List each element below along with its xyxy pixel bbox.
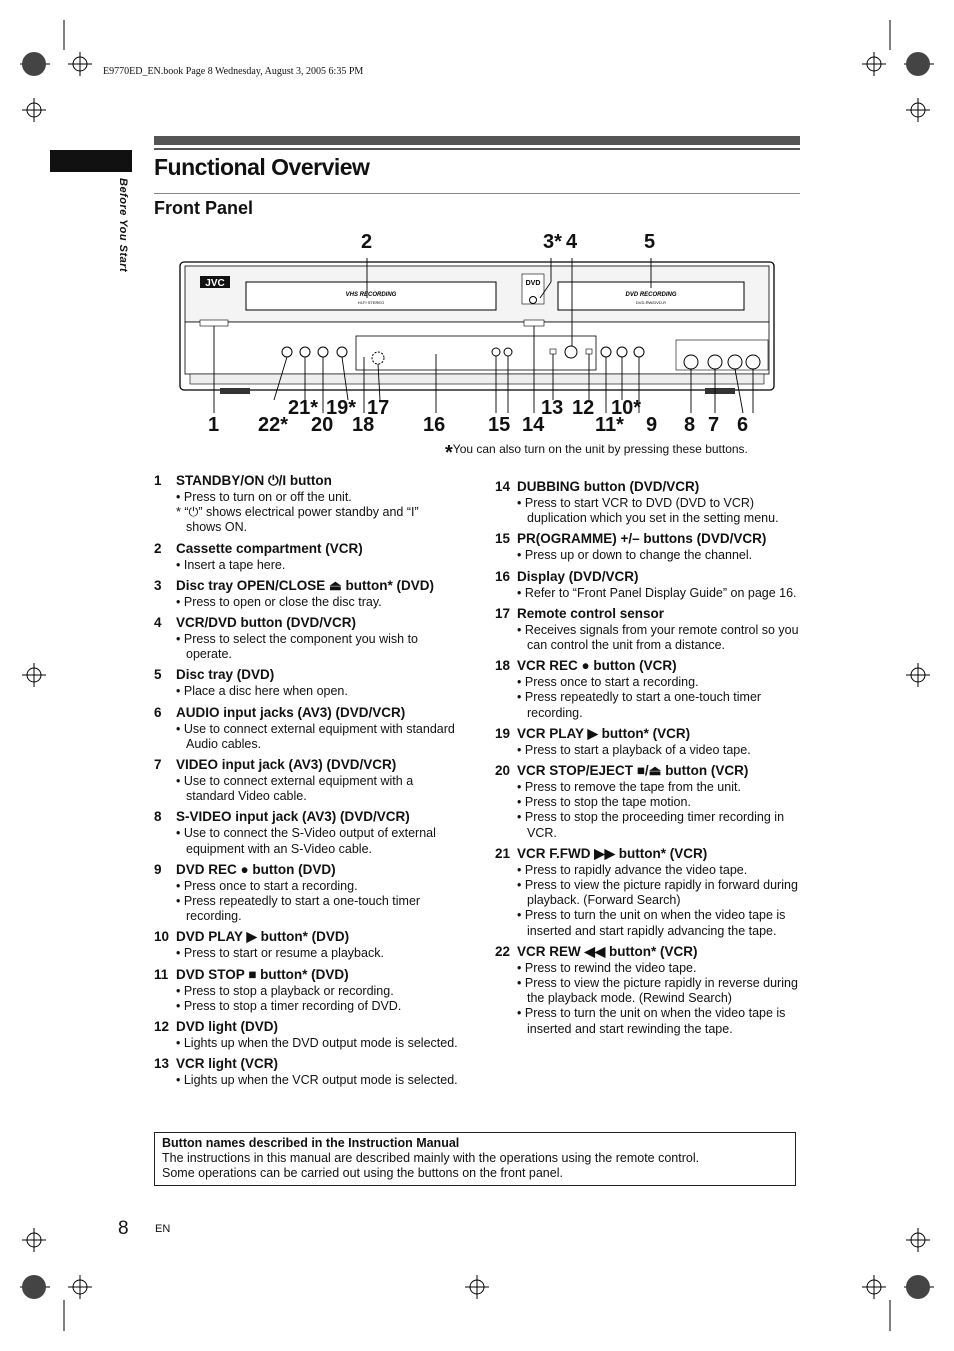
item-bullet: • Press repeatedly to start a one-touch timer recording. <box>176 894 459 924</box>
vhs-label: VHS RECORDING <box>345 292 397 298</box>
callout-5: 5 <box>644 231 656 253</box>
item-bullet: • Use to connect the S-Video output of external equipment with an S-Video cable. <box>176 826 459 856</box>
item-bullet: • Press once to start a recording. <box>517 675 800 690</box>
page-number: 8 <box>118 1218 129 1239</box>
item-title-text: VCR STOP/EJECT ■/⏏ button (VCR) <box>517 763 749 779</box>
item-title-text: DVD STOP ■ button* (DVD) <box>176 966 349 982</box>
sidebar-label: Before You Start <box>117 178 129 273</box>
dvd-label: DVD RECORDING <box>625 292 677 298</box>
description-item <box>495 762 800 841</box>
callout-14: 14 <box>522 414 545 436</box>
item-number: 13 <box>154 1056 170 1072</box>
item-bullet: • Press to rapidly advance the video tape. <box>517 863 800 878</box>
item-number: 9 <box>154 861 162 877</box>
item-bullet: • Place a disc here when open. <box>176 684 459 699</box>
brand-logo-text: JVC <box>205 278 225 289</box>
item-title <box>495 568 800 586</box>
vcr-light <box>550 349 556 354</box>
dvd-sub-label: DVD-RW/DVD-R <box>635 300 667 305</box>
item-title-text: VCR REC ● button (VCR) <box>517 658 677 674</box>
standby-button <box>200 320 228 326</box>
item-note: * “⏻” shows electrical power standby and “I” <box>176 505 419 520</box>
diagram-footnote: *You can also turn on the unit by pressing these buttons. <box>445 442 748 464</box>
sidebar-tab <box>50 150 132 172</box>
item-title <box>154 1018 459 1036</box>
page-title: Functional Overview <box>154 154 370 180</box>
description-item <box>154 966 459 1014</box>
description-item <box>154 808 459 856</box>
callout-8: 8 <box>684 414 696 436</box>
item-title-text: VCR PLAY ▶ button* (VCR) <box>517 725 691 741</box>
callout-21: 21* <box>288 397 319 419</box>
note-box <box>154 1132 796 1186</box>
description-column-right <box>495 478 800 1041</box>
vcr-ffwd-button <box>300 347 310 357</box>
item-title-text: VCR light (VCR) <box>176 1056 278 1072</box>
description-item <box>154 1018 459 1051</box>
item-number: 5 <box>154 667 162 683</box>
callout-18: 18 <box>352 414 375 436</box>
item-title <box>495 605 800 623</box>
item-number: 7 <box>154 757 162 773</box>
description-item <box>495 725 800 758</box>
item-bullet: • Press to turn the unit on when the video tape is inserted and start rewinding the tape. <box>517 1006 800 1036</box>
callout-20: 20 <box>311 414 334 436</box>
callout-3: 3* <box>543 231 562 253</box>
description-item <box>495 943 800 1037</box>
title-bar-thin <box>154 148 800 150</box>
pr-minus-button <box>492 348 500 356</box>
callout-2: 2 <box>361 231 373 253</box>
item-title <box>154 861 459 879</box>
item-title <box>154 540 459 558</box>
callout-9: 9 <box>646 414 658 436</box>
title-bar <box>154 136 800 145</box>
item-title <box>154 808 459 826</box>
item-bullet: • Insert a tape here. <box>176 558 459 573</box>
video-jack <box>708 355 722 369</box>
item-title <box>154 704 459 722</box>
item-number: 10 <box>154 929 170 945</box>
item-bullet: • Use to connect external equipment with a standard Video cable. <box>176 774 459 804</box>
item-bullet: • Receives signals from your remote control so you can control the unit from a distance. <box>517 623 800 653</box>
dvd-logo: DVD <box>525 280 541 287</box>
item-number: 2 <box>154 540 162 556</box>
note-title: Button names described in the Instruction Manual <box>162 1136 460 1150</box>
item-title <box>154 666 459 684</box>
title-rule <box>154 193 800 194</box>
note-line: Some operations can be carried out using the buttons on the front panel. <box>162 1166 563 1180</box>
item-number: 15 <box>495 531 511 547</box>
audio-l-jack <box>728 355 742 369</box>
item-number: 3 <box>154 577 162 593</box>
item-title <box>154 577 459 595</box>
item-bullet: • Lights up when the DVD output mode is selected. <box>176 1036 459 1051</box>
item-bullet: • Press to start VCR to DVD (DVD to VCR) duplication which you set in the setting menu. <box>517 496 800 526</box>
item-title <box>154 966 459 984</box>
callout-4: 4 <box>566 231 578 253</box>
item-bullet: • Press to stop the tape motion. <box>517 795 800 810</box>
item-bullet: • Press to open or close the disc tray. <box>176 595 459 610</box>
item-title-text: AUDIO input jacks (AV3) (DVD/VCR) <box>176 704 406 720</box>
callout-15: 15 <box>488 414 511 436</box>
description-item <box>495 568 800 601</box>
item-title-text: S-VIDEO input jack (AV3) (DVD/VCR) <box>176 809 410 825</box>
item-bullet: • Press to select the component you wish to operate. <box>176 632 459 662</box>
callout-19: 19* <box>326 397 357 419</box>
item-number: 4 <box>154 615 162 631</box>
item-bullet: • Lights up when the VCR output mode is selected. <box>176 1073 459 1088</box>
description-item <box>154 472 459 536</box>
item-bullet: • Press to turn the unit on when the video tape is inserted and start rapidly advancing the tape. <box>517 908 800 938</box>
item-bullet: • Press to view the picture rapidly in reverse during the playback mode. (Rewind Search) <box>517 976 800 1006</box>
description-column-left <box>154 472 459 1092</box>
item-number: 22 <box>495 943 511 959</box>
item-number: 14 <box>495 479 511 494</box>
vhs-sub-label: HI-FI STEREO <box>357 300 385 305</box>
item-title-text: VIDEO input jack (AV3) (DVD/VCR) <box>176 757 397 773</box>
vcr-rew-button <box>282 347 292 357</box>
item-bullet: • Press repeatedly to start a one-touch timer recording. <box>517 690 800 720</box>
item-title-text: Cassette compartment (VCR) <box>176 540 363 556</box>
item-title-text: VCR F.FWD ▶▶ button* (VCR) <box>517 845 708 861</box>
callout-12: 12 <box>572 397 595 419</box>
open-close-button <box>530 297 537 304</box>
item-bullet: • Press to remove the tape from the unit. <box>517 780 800 795</box>
vcr-stop-eject-button <box>318 347 328 357</box>
item-bullet: • Press to turn on or off the unit. <box>176 490 459 505</box>
item-title-text: Display (DVD/VCR) <box>517 568 639 584</box>
description-item <box>154 1055 459 1088</box>
item-bullet: • Press once to start a recording. <box>176 879 459 894</box>
item-number: 17 <box>495 605 511 621</box>
item-bullet: • Press to stop a playback or recording. <box>176 984 459 999</box>
item-title <box>154 756 459 774</box>
description-item <box>495 657 800 721</box>
dvd-light <box>586 349 592 354</box>
item-number: 18 <box>495 658 511 674</box>
dvd-play-button <box>617 347 627 357</box>
item-title-text: DVD REC ● button (DVD) <box>176 861 336 877</box>
item-title-text: VCR REW ◀◀ button* (VCR) <box>517 943 698 959</box>
item-title <box>495 762 800 780</box>
s-video-jack <box>684 355 698 369</box>
vcr-play-button <box>337 347 347 357</box>
callout-22: 22* <box>258 414 289 436</box>
description-item <box>495 478 800 526</box>
item-title-text: DVD light (DVD) <box>176 1019 278 1035</box>
description-item <box>154 614 459 662</box>
callout-7: 7 <box>708 414 720 436</box>
description-item <box>154 861 459 925</box>
callout-10: 10* <box>611 397 642 419</box>
item-title-text: Remote control sensor <box>517 605 665 621</box>
item-number: 16 <box>495 568 511 584</box>
description-item <box>154 756 459 804</box>
item-title-text: DVD PLAY ▶ button* (DVD) <box>176 929 350 945</box>
description-item <box>154 928 459 961</box>
description-item <box>154 704 459 752</box>
callout-13: 13 <box>541 397 564 419</box>
item-bullet: • Press to rewind the video tape. <box>517 961 800 976</box>
item-title <box>495 943 800 961</box>
display-window <box>356 336 596 370</box>
callout-11: 11* <box>595 414 624 436</box>
pr-plus-button <box>504 348 512 356</box>
item-bullet: • Press to start a playback of a video tape. <box>517 743 800 758</box>
item-bullet: • Press to stop the proceeding timer recording in VCR. <box>517 810 800 840</box>
item-title-text: Disc tray OPEN/CLOSE ⏏ button* (DVD) <box>176 577 435 593</box>
item-title-text: VCR/DVD button (DVD/VCR) <box>176 615 356 631</box>
item-bullet: • Refer to “Front Panel Display Guide” on page 16. <box>517 586 800 601</box>
front-panel-diagram <box>150 228 800 460</box>
callout-6: 6 <box>737 414 749 436</box>
dubbing-button <box>524 320 544 326</box>
remote-sensor <box>372 352 384 364</box>
item-title <box>495 530 800 548</box>
item-title-text: DUBBING button (DVD/VCR) <box>517 479 700 494</box>
item-title-text: Disc tray (DVD) <box>176 667 275 683</box>
description-item <box>495 530 800 563</box>
item-title <box>154 1055 459 1073</box>
item-title <box>154 928 459 946</box>
vcr-dvd-button <box>565 346 577 358</box>
dvd-rec-button <box>634 347 644 357</box>
item-number: 12 <box>154 1019 170 1035</box>
page-language: EN <box>155 1223 171 1235</box>
item-number: 20 <box>495 763 511 779</box>
item-title <box>154 614 459 632</box>
callout-16: 16 <box>423 414 446 436</box>
description-item <box>495 845 800 939</box>
item-number: 11 <box>154 966 169 982</box>
print-header: E9770ED_EN.book Page 8 Wednesday, August 3, 2005 6:35 PM <box>103 66 364 77</box>
section-title: Front Panel <box>154 198 254 218</box>
description-item <box>154 666 459 699</box>
item-number: 6 <box>154 704 162 720</box>
item-bullet: • Press to view the picture rapidly in forward during playback. (Forward Search) <box>517 878 800 908</box>
item-title <box>495 657 800 675</box>
item-title <box>495 845 800 863</box>
item-title <box>154 472 459 490</box>
callout-17: 17 <box>367 397 390 419</box>
item-note: shows ON. <box>186 520 248 535</box>
item-number: 19 <box>495 725 511 741</box>
description-item <box>154 540 459 573</box>
note-line: The instructions in this manual are described mainly with the operations using the remote control. <box>162 1151 700 1165</box>
description-item <box>495 605 800 653</box>
item-bullet: • Press to start or resume a playback. <box>176 946 459 961</box>
item-bullet: • Press up or down to change the channel. <box>517 548 800 563</box>
item-number: 1 <box>154 473 162 488</box>
callout-1: 1 <box>208 414 220 436</box>
item-title-text: PR(OGRAMME) +/– buttons (DVD/VCR) <box>517 531 767 547</box>
dvd-stop-button <box>601 347 611 357</box>
item-bullet: • Use to connect external equipment with standard Audio cables. <box>176 722 459 752</box>
item-title <box>495 478 800 496</box>
item-bullet: • Press to stop a timer recording of DVD. <box>176 999 459 1014</box>
description-item <box>154 577 459 610</box>
item-number: 21 <box>495 845 511 861</box>
audio-r-jack <box>746 355 760 369</box>
item-number: 8 <box>154 809 162 825</box>
item-title <box>495 725 800 743</box>
item-title-text: STANDBY/ON ⏻/I button <box>176 473 332 488</box>
